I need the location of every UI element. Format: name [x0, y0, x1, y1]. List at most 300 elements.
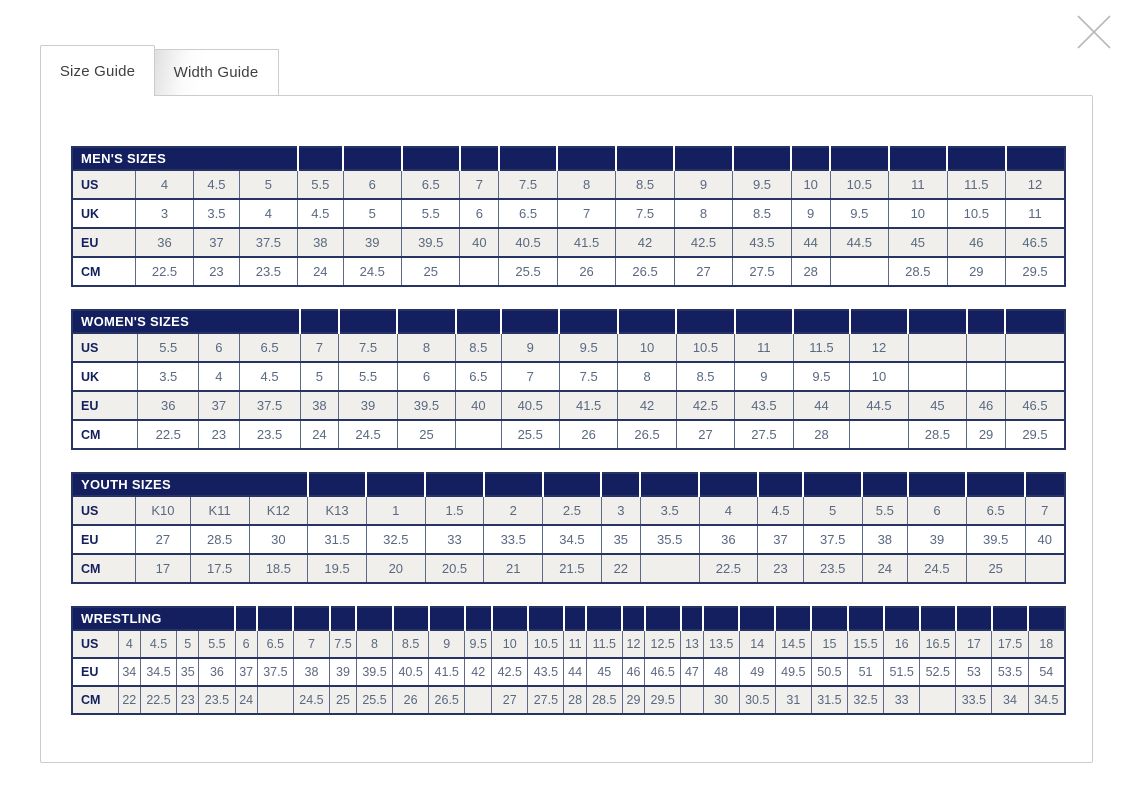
size-cell: 23 — [194, 257, 239, 286]
size-cell: 37.5 — [257, 658, 293, 686]
size-cell: 33 — [425, 525, 484, 554]
size-cell: 5 — [177, 630, 199, 658]
size-cell: 7 — [501, 362, 559, 391]
table-header-filler — [699, 473, 758, 496]
size-cell: 11 — [889, 170, 947, 199]
size-cell: 6 — [199, 333, 239, 362]
size-cell: 28.5 — [889, 257, 947, 286]
size-cell: 44.5 — [830, 228, 888, 257]
size-cell: 12.5 — [645, 630, 681, 658]
table-header-filler — [393, 607, 429, 630]
table-header-filler — [803, 473, 862, 496]
size-cell: 28 — [791, 257, 830, 286]
size-cell: 16 — [884, 630, 920, 658]
table-row — [72, 257, 1065, 286]
size-cell: 9 — [735, 362, 793, 391]
table-header-filler — [501, 310, 559, 333]
size-cell: K11 — [190, 496, 249, 525]
row-label: CM — [72, 554, 136, 583]
size-cell: 8 — [557, 170, 615, 199]
table-header-filler — [758, 473, 804, 496]
size-cell: 33 — [884, 686, 920, 714]
table-header-filler — [339, 310, 397, 333]
size-cell: 16.5 — [920, 630, 956, 658]
size-cell: 53 — [956, 658, 992, 686]
table-header-filler — [791, 147, 830, 170]
size-cell: 28.5 — [190, 525, 249, 554]
size-cell: 24 — [298, 257, 343, 286]
size-cell: 35 — [177, 658, 199, 686]
table-header-filler — [465, 607, 492, 630]
table-header-filler — [967, 310, 1006, 333]
row-label: US — [72, 496, 136, 525]
table-header-filler — [484, 473, 543, 496]
table-header-filler — [676, 310, 734, 333]
size-cell: 41.5 — [429, 658, 465, 686]
size-cell: 6.5 — [456, 362, 501, 391]
size-cell: 5.5 — [402, 199, 460, 228]
size-cell: 19.5 — [308, 554, 367, 583]
table-header-filler — [735, 310, 793, 333]
size-cell: 23.5 — [239, 257, 297, 286]
size-cell: 42 — [465, 658, 492, 686]
size-cell: 8.5 — [393, 630, 429, 658]
size-cell: 26 — [559, 420, 617, 449]
table-header-filler — [956, 607, 992, 630]
size-cell: 32.5 — [848, 686, 884, 714]
size-cell: 5.5 — [862, 496, 908, 525]
table-header-filler — [456, 310, 501, 333]
size-cell: 46.5 — [1005, 391, 1065, 420]
table-header-filler — [557, 147, 615, 170]
size-cell: 40 — [456, 391, 501, 420]
table-header-filler — [889, 147, 947, 170]
size-cell: 36 — [199, 658, 235, 686]
size-cell: 5.5 — [298, 170, 343, 199]
size-cell: 46.5 — [1006, 228, 1065, 257]
size-cell: 6 — [235, 630, 257, 658]
size-cell: 20 — [366, 554, 425, 583]
size-cell: 34.5 — [1028, 686, 1065, 714]
size-cell: 8 — [356, 630, 392, 658]
size-cell: 9.5 — [465, 630, 492, 658]
table-header-filler — [775, 607, 811, 630]
row-label: UK — [72, 199, 135, 228]
size-cell: 22.5 — [140, 686, 176, 714]
size-cell: 10.5 — [528, 630, 564, 658]
table-header-filler — [920, 607, 956, 630]
table-header-filler — [397, 310, 455, 333]
size-cell: 26.5 — [618, 420, 676, 449]
size-table-men-s-sizes — [71, 146, 1066, 287]
row-label: EU — [72, 525, 136, 554]
size-cell: 43.5 — [735, 391, 793, 420]
table-row — [72, 391, 1065, 420]
table-header-filler — [862, 473, 908, 496]
size-cell: 39 — [343, 228, 401, 257]
size-cell: 24 — [862, 554, 908, 583]
size-cell: 30 — [249, 525, 308, 554]
size-cell: 8 — [618, 362, 676, 391]
size-cell: 4 — [135, 170, 193, 199]
size-cell: 28 — [564, 686, 586, 714]
size-cell: 36 — [138, 391, 199, 420]
size-cell: 43.5 — [733, 228, 791, 257]
table-row — [72, 525, 1065, 554]
size-cell: 8 — [397, 333, 455, 362]
size-cell: K13 — [308, 496, 367, 525]
size-cell: 18 — [1028, 630, 1065, 658]
size-cell — [681, 686, 703, 714]
size-cell: 27 — [492, 686, 528, 714]
size-cell: 10 — [492, 630, 528, 658]
size-cell: 38 — [300, 391, 339, 420]
size-cell: 41.5 — [559, 391, 617, 420]
size-cell: 7 — [293, 630, 329, 658]
size-cell: 34.5 — [543, 525, 602, 554]
size-cell: 10 — [791, 170, 830, 199]
size-cell: 23.5 — [803, 554, 862, 583]
size-cell: 9 — [429, 630, 465, 658]
row-label: CM — [72, 257, 135, 286]
size-cell: 26.5 — [616, 257, 674, 286]
size-cell: 26 — [557, 257, 615, 286]
table-header-filler — [618, 310, 676, 333]
size-cell: 27.5 — [733, 257, 791, 286]
table-header-filler — [733, 147, 791, 170]
size-cell: 13.5 — [703, 630, 739, 658]
size-cell: 42 — [616, 228, 674, 257]
table-header-filler — [429, 607, 465, 630]
size-cell: 29 — [967, 420, 1006, 449]
size-cell: 24.5 — [343, 257, 401, 286]
table-header-filler — [739, 607, 775, 630]
size-cell — [908, 362, 966, 391]
table-header-filler — [908, 310, 966, 333]
table-header-filler — [966, 473, 1025, 496]
size-cell: 3.5 — [194, 199, 239, 228]
size-cell: 10.5 — [676, 333, 734, 362]
table-header-filler — [293, 607, 329, 630]
size-cell: 6.5 — [257, 630, 293, 658]
size-cell: 25.5 — [356, 686, 392, 714]
size-cell: 8.5 — [733, 199, 791, 228]
size-cell: 42 — [618, 391, 676, 420]
size-table-youth-sizes — [71, 472, 1066, 584]
size-cell: 34 — [118, 658, 140, 686]
size-cell: 10.5 — [830, 170, 888, 199]
size-cell: 7.5 — [559, 362, 617, 391]
table-header-filler — [559, 310, 617, 333]
size-cell: 20.5 — [425, 554, 484, 583]
size-cell — [1005, 362, 1065, 391]
size-cell: 15 — [811, 630, 847, 658]
table-row — [72, 686, 1065, 714]
size-cell: 27 — [136, 525, 191, 554]
table-header-filler — [1028, 607, 1065, 630]
size-cell: 41.5 — [557, 228, 615, 257]
size-cell: 21 — [484, 554, 543, 583]
size-cell: 9.5 — [559, 333, 617, 362]
size-cell: 2.5 — [543, 496, 602, 525]
size-cell: 6.5 — [966, 496, 1025, 525]
size-cell: 8.5 — [616, 170, 674, 199]
size-cell: 4 — [239, 199, 297, 228]
size-cell: 46.5 — [645, 658, 681, 686]
size-cell: 28.5 — [908, 420, 966, 449]
size-cell — [830, 257, 888, 286]
table-row — [72, 554, 1065, 583]
size-cell: 6 — [908, 496, 967, 525]
table-header-filler — [884, 607, 920, 630]
size-cell: 9.5 — [830, 199, 888, 228]
size-cell: 14.5 — [775, 630, 811, 658]
size-table-wrestling — [71, 606, 1066, 715]
table-row — [72, 333, 1065, 362]
size-cell: 3.5 — [138, 362, 199, 391]
size-cell: 27.5 — [528, 686, 564, 714]
size-cell: 17 — [136, 554, 191, 583]
row-label: CM — [72, 686, 118, 714]
size-cell: 36 — [135, 228, 193, 257]
size-cell: 5.5 — [339, 362, 397, 391]
size-cell: 26 — [393, 686, 429, 714]
size-cell: 54 — [1028, 658, 1065, 686]
table-header-filler — [848, 607, 884, 630]
table-header-filler — [343, 147, 401, 170]
table-header-filler — [564, 607, 586, 630]
size-cell: 27 — [676, 420, 734, 449]
size-cell: 49 — [739, 658, 775, 686]
size-cell: 22 — [118, 686, 140, 714]
size-cell: 17.5 — [190, 554, 249, 583]
table-header-filler — [947, 147, 1005, 170]
size-cell: 40 — [460, 228, 499, 257]
table-header-filler — [528, 607, 564, 630]
size-cell: 37.5 — [803, 525, 862, 554]
size-cell — [908, 333, 966, 362]
table-row — [72, 496, 1065, 525]
size-cell: 39.5 — [397, 391, 455, 420]
size-cell: 4.5 — [140, 630, 176, 658]
row-label: US — [72, 333, 138, 362]
size-cell: 32.5 — [366, 525, 425, 554]
size-cell: 35 — [601, 525, 640, 554]
size-cell: 5 — [239, 170, 297, 199]
size-cell: 6 — [460, 199, 499, 228]
size-cell — [967, 333, 1006, 362]
size-cell: 7 — [1025, 496, 1065, 525]
table-header-filler — [908, 473, 967, 496]
size-cell: 46 — [622, 658, 644, 686]
size-cell: 37 — [199, 391, 239, 420]
size-cell: 28 — [793, 420, 850, 449]
size-cell — [920, 686, 956, 714]
size-cell: 23.5 — [199, 686, 235, 714]
table-header-filler — [681, 607, 703, 630]
size-cell: 25 — [330, 686, 357, 714]
table-header-filler — [366, 473, 425, 496]
size-cell: 7.5 — [616, 199, 674, 228]
table-row — [72, 630, 1065, 658]
size-cell: 37 — [194, 228, 239, 257]
size-cell: 40.5 — [499, 228, 557, 257]
size-cell: 11.5 — [586, 630, 622, 658]
table-header-filler — [425, 473, 484, 496]
size-cell: 44.5 — [850, 391, 908, 420]
table-header-filler — [850, 310, 908, 333]
size-cell: 9.5 — [733, 170, 791, 199]
size-cell: 30 — [703, 686, 739, 714]
size-cell: 12 — [622, 630, 644, 658]
tab-size-guide[interactable]: Size Guide — [40, 45, 155, 96]
size-cell: 44 — [564, 658, 586, 686]
size-cell: 4 — [118, 630, 140, 658]
size-cell: 25.5 — [501, 420, 559, 449]
size-cell: 22.5 — [138, 420, 199, 449]
table-header-filler — [356, 607, 392, 630]
table-header-filler — [330, 607, 357, 630]
size-cell: 3 — [601, 496, 640, 525]
size-cell — [1005, 333, 1065, 362]
size-cell: 42.5 — [674, 228, 732, 257]
table-header-filler — [308, 473, 367, 496]
row-label: US — [72, 630, 118, 658]
size-cell: 1.5 — [425, 496, 484, 525]
size-cell: 46 — [967, 391, 1006, 420]
table-header-filler — [992, 607, 1028, 630]
size-cell: 33.5 — [484, 525, 543, 554]
size-cell: 11 — [735, 333, 793, 362]
table-row — [72, 420, 1065, 449]
size-cell — [640, 554, 699, 583]
size-cell: 8.5 — [676, 362, 734, 391]
table-header-filler — [499, 147, 557, 170]
size-tables-panel — [40, 95, 1093, 763]
size-cell: 23 — [199, 420, 239, 449]
size-cell: 39 — [339, 391, 397, 420]
size-cell — [257, 686, 293, 714]
size-cell: 17.5 — [992, 630, 1028, 658]
size-cell: 40.5 — [393, 658, 429, 686]
size-cell: K10 — [136, 496, 191, 525]
size-cell: 18.5 — [249, 554, 308, 583]
size-cell: 4.5 — [239, 362, 300, 391]
size-cell: 49.5 — [775, 658, 811, 686]
size-cell: 31.5 — [308, 525, 367, 554]
table-header-filler — [830, 147, 888, 170]
size-cell: 30.5 — [739, 686, 775, 714]
table-row — [72, 362, 1065, 391]
size-cell: 25.5 — [499, 257, 557, 286]
size-cell: 39 — [330, 658, 357, 686]
size-cell: 5 — [343, 199, 401, 228]
size-cell: 9.5 — [793, 362, 850, 391]
size-cell: 50.5 — [811, 658, 847, 686]
size-cell: 4.5 — [758, 496, 804, 525]
size-cell: 6.5 — [499, 199, 557, 228]
size-cell: 3 — [135, 199, 193, 228]
size-cell: 8 — [674, 199, 732, 228]
size-cell: 22.5 — [699, 554, 758, 583]
size-cell — [1025, 554, 1065, 583]
size-cell: 44 — [793, 391, 850, 420]
size-cell: 13 — [681, 630, 703, 658]
size-cell: 35.5 — [640, 525, 699, 554]
table-row — [72, 658, 1065, 686]
size-cell: 31.5 — [811, 686, 847, 714]
size-cell: 23 — [177, 686, 199, 714]
size-cell: 43.5 — [528, 658, 564, 686]
size-cell: 33.5 — [956, 686, 992, 714]
size-table-women-s-sizes — [71, 309, 1066, 450]
size-cell: 9 — [674, 170, 732, 199]
size-cell: 4 — [699, 496, 758, 525]
size-cell: 27 — [674, 257, 732, 286]
size-cell: 48 — [703, 658, 739, 686]
size-cell: K12 — [249, 496, 308, 525]
table-header-filler — [257, 607, 293, 630]
table-header-filler — [298, 147, 343, 170]
table-header-filler — [811, 607, 847, 630]
table-row — [72, 199, 1065, 228]
size-cell: 7 — [300, 333, 339, 362]
size-cell: 4.5 — [194, 170, 239, 199]
size-cell: 9 — [791, 199, 830, 228]
size-cell: 24.5 — [339, 420, 397, 449]
size-cell: 25 — [966, 554, 1025, 583]
size-cell: 39.5 — [966, 525, 1025, 554]
size-cell: 23.5 — [239, 420, 300, 449]
size-cell: 22.5 — [135, 257, 193, 286]
size-cell: 37 — [235, 658, 257, 686]
size-cell: 6.5 — [239, 333, 300, 362]
size-cell: 10 — [618, 333, 676, 362]
size-cell: 45 — [908, 391, 966, 420]
size-cell: 52.5 — [920, 658, 956, 686]
table-title: MEN'S SIZES — [72, 147, 298, 170]
size-cell: 15.5 — [848, 630, 884, 658]
size-cell: 6.5 — [402, 170, 460, 199]
size-cell: 24 — [300, 420, 339, 449]
table-row — [72, 228, 1065, 257]
table-header-filler — [1025, 473, 1065, 496]
size-cell: 29.5 — [1006, 257, 1065, 286]
table-header-filler — [402, 147, 460, 170]
table-header-filler — [793, 310, 850, 333]
size-cell: 42.5 — [492, 658, 528, 686]
size-cell: 21.5 — [543, 554, 602, 583]
size-cell: 37.5 — [239, 228, 297, 257]
size-cell: 44 — [791, 228, 830, 257]
size-cell: 31 — [775, 686, 811, 714]
size-cell: 5.5 — [138, 333, 199, 362]
size-cell: 1 — [366, 496, 425, 525]
size-cell: 28.5 — [586, 686, 622, 714]
size-cell: 29 — [622, 686, 644, 714]
size-cell: 11 — [1006, 199, 1065, 228]
size-cell: 9 — [501, 333, 559, 362]
tab-width-guide[interactable]: Width Guide — [154, 49, 279, 95]
size-cell: 51.5 — [884, 658, 920, 686]
row-label: CM — [72, 420, 138, 449]
size-cell: 27.5 — [735, 420, 793, 449]
table-title: YOUTH SIZES — [72, 473, 308, 496]
table-header-filler — [645, 607, 681, 630]
size-cell: 11 — [564, 630, 586, 658]
size-cell: 4 — [199, 362, 239, 391]
size-cell: 4.5 — [298, 199, 343, 228]
